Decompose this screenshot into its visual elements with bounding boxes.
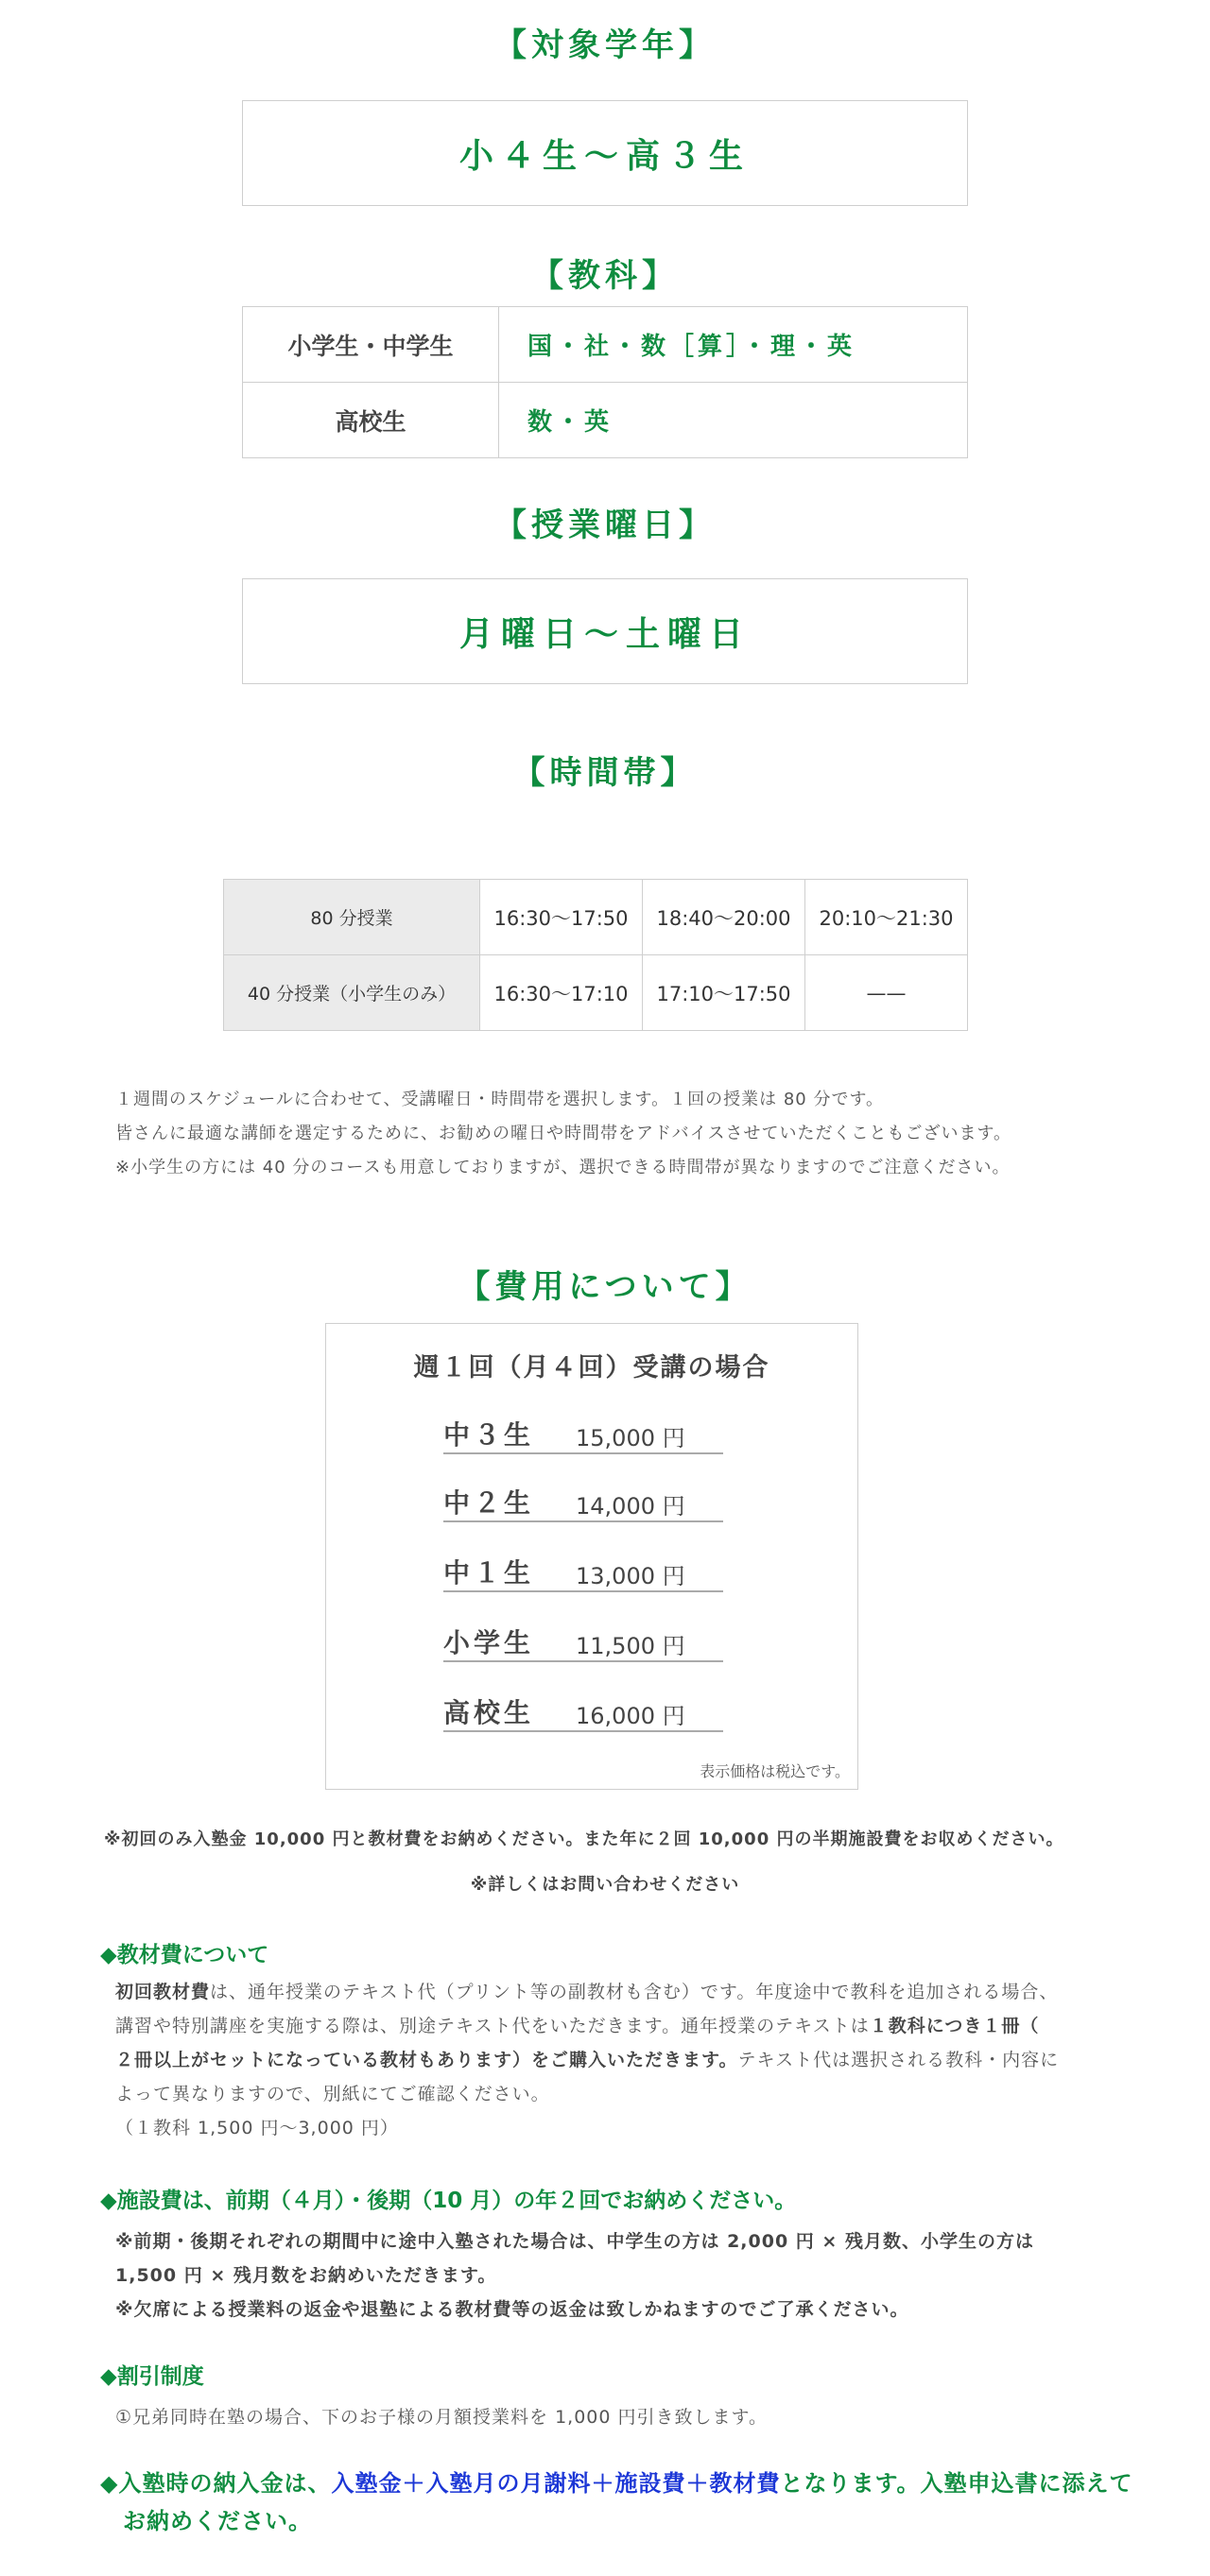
- subjects-heading: 【教科】: [531, 257, 679, 295]
- admission-items: 入塾金＋入塾月の月謝料＋施設費＋教材費: [331, 2470, 781, 2497]
- fee-row: [443, 1685, 723, 1732]
- admission-text: ◆入塾時の納入金は、: [100, 2470, 332, 2497]
- subjects-value: 数・英: [499, 383, 968, 458]
- fee-box-title: 週１回（月４回）受講の場合: [413, 1353, 770, 1382]
- fee-row: [443, 1475, 723, 1522]
- fee-price: 13,000 円: [576, 1563, 685, 1589]
- fee-row: [443, 1615, 723, 1662]
- discount-line: ①兄弟同時在塾の場合、下のお子様の月額授業料を 1,000 円引き致します。: [115, 2407, 768, 2428]
- timeslot-cell: 20:10〜21:30: [805, 880, 968, 955]
- target-grade-box: 小４生〜高３生: [242, 100, 968, 206]
- fee-price: 15,000 円: [576, 1425, 685, 1451]
- admission-note: [100, 2464, 1140, 2540]
- timeslot-cell: 16:30〜17:50: [480, 880, 643, 955]
- fee-note-inquiry: ※詳しくはお問い合わせください: [470, 1875, 740, 1895]
- timeslots-table: [223, 879, 968, 1031]
- timeslot-note: １週間のスケジュールに合わせて、受講曜日・時間帯を選択します。１回の授業は 80 分です。: [115, 1090, 885, 1109]
- fee-grade: 中１生: [443, 1557, 535, 1589]
- timeslots-heading: 【時間帯】: [512, 754, 698, 792]
- fee-grade: 小学生: [443, 1627, 535, 1658]
- timeslot-cell: ——: [805, 955, 968, 1031]
- subjects-row: [243, 307, 968, 383]
- materials-heading: ◆教材費について: [100, 1943, 269, 1967]
- target-heading: 【対象学年】: [494, 26, 716, 64]
- fee-note-admission: ※初回のみ入塾金 10,000 円と教材費をお納めください。また年に２回 10,000 円の半期施設費をお収めください。: [104, 1829, 1064, 1849]
- days-box: 月曜日〜土曜日: [242, 578, 968, 684]
- materials-text: は、通年授業のテキスト代（プリント等の副教材も含む）です。年度途中で教科を追加される場合、: [210, 1982, 1059, 2002]
- fee-grade: 高校生: [443, 1697, 535, 1728]
- days-heading: 【授業曜日】: [494, 507, 716, 544]
- timeslot-note: ※小学生の方には 40 分のコースも用意しておりますが、選択できる時間帯が異なりますのでご注意ください。: [115, 1158, 1011, 1177]
- fee-price: 14,000 円: [576, 1493, 685, 1520]
- fee-box: [325, 1323, 858, 1790]
- timeslot-cell: 16:30〜17:10: [480, 955, 643, 1031]
- facility-body: [115, 2224, 1117, 2327]
- timeslot-label: 40 分授業（小学生のみ）: [224, 955, 480, 1031]
- subjects-table: [242, 306, 968, 458]
- timeslot-note: 皆さんに最適な講師を選定するために、お勧めの曜日や時間帯をアドバイスさせていただくこともございます。: [115, 1124, 1012, 1143]
- fee-grade: 中２生: [443, 1487, 535, 1519]
- facility-line: ※前期・後期それぞれの期間中に途中入塾された場合は、中学生の方は 2,000 円 × 残月数、小学生の方は: [115, 2231, 1034, 2252]
- admission-text: となります。入塾申込書に添えて: [780, 2470, 1133, 2497]
- materials-text: よって異なりますので、別紙にてご確認ください。: [115, 2084, 550, 2104]
- fee-grade: 中３生: [443, 1419, 535, 1451]
- facility-line: ※欠席による授業料の返金や退塾による教材費等の返金は致しかねますのでご了承ください。: [115, 2299, 909, 2320]
- fee-row: [443, 1407, 723, 1454]
- facility-line: 1,500 円 × 残月数をお納めいただきます。: [115, 2265, 497, 2286]
- materials-bold: 初回教材費: [115, 1982, 211, 2002]
- timeslot-row: [224, 955, 968, 1031]
- fee-price: 16,000 円: [576, 1703, 685, 1729]
- materials-body: [115, 1975, 1117, 2145]
- fees-heading: 【費用について】: [458, 1268, 752, 1306]
- timeslot-row: [224, 880, 968, 955]
- fee-price: 11,500 円: [576, 1633, 685, 1659]
- materials-price-range: （１教科 1,500 円〜3,000 円）: [115, 2118, 399, 2138]
- subjects-row: [243, 383, 968, 458]
- tax-note: 表示価格は税込です。: [700, 1762, 850, 1780]
- subjects-label: 高校生: [243, 383, 499, 458]
- timeslot-notes: [115, 1083, 1155, 1185]
- materials-text: テキスト代は選択される教科・内容に: [737, 2050, 1060, 2070]
- facility-heading: ◆施設費は、前期（４月）・後期（10 月）の年２回でお納めください。: [100, 2189, 797, 2213]
- fee-row: [443, 1545, 723, 1592]
- materials-text: 講習や特別講座を実施する際は、別途テキスト代をいただきます。通年授業のテキストは: [115, 2016, 870, 2036]
- timeslot-cell: 17:10〜17:50: [643, 955, 805, 1031]
- materials-bold: ２冊以上がセットになっている教材もあります）をご購入いただきます。: [115, 2050, 738, 2070]
- materials-bold: １教科につき１冊（: [869, 2016, 1040, 2036]
- subjects-value: 国・社・数［算］・理・英: [499, 307, 968, 383]
- discount-heading: ◆割引制度: [100, 2364, 204, 2389]
- admission-text: お納めください。: [123, 2508, 312, 2534]
- subjects-label: 小学生・中学生: [243, 307, 499, 383]
- timeslot-cell: 18:40〜20:00: [643, 880, 805, 955]
- timeslot-label: 80 分授業: [224, 880, 480, 955]
